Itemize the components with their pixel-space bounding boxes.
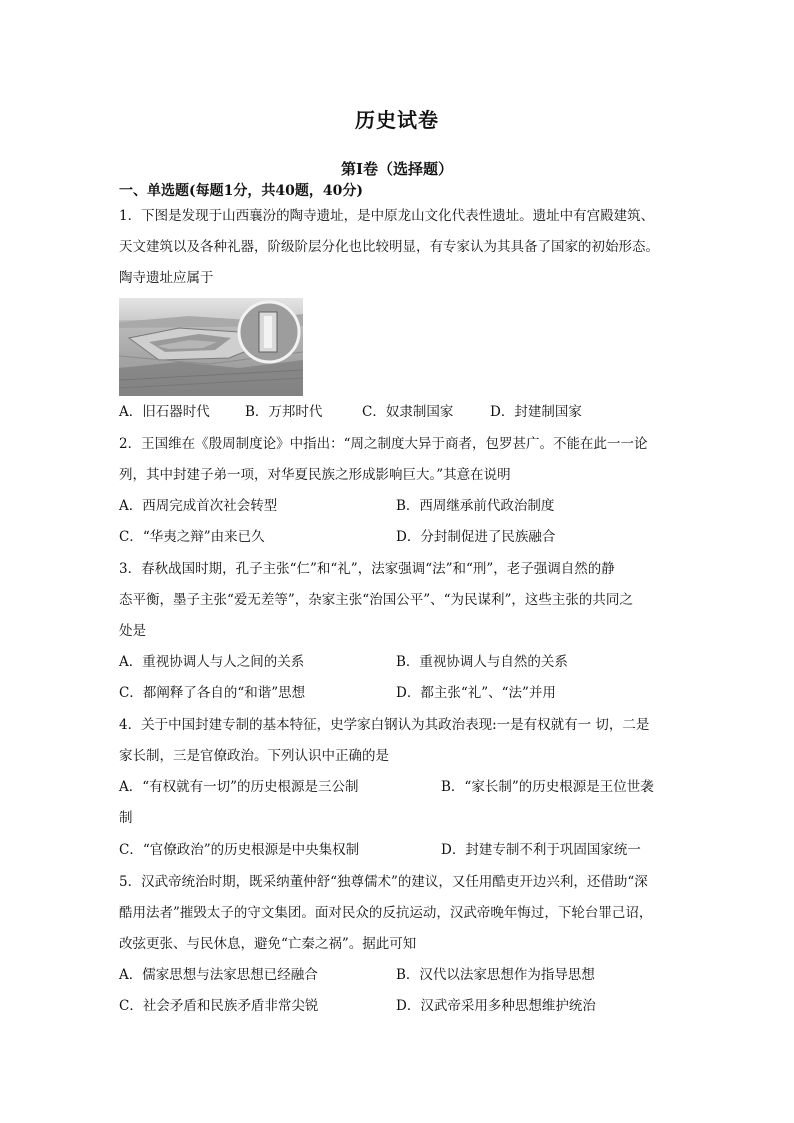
question-5-option-c[interactable]: C．社会矛盾和民族矛盾非常尖锐 [119, 998, 319, 1014]
section-heading: 第I卷（选择题） [340, 160, 454, 178]
question-3-line-3: 处是 [119, 623, 146, 639]
question-3-option-d[interactable]: D．都主张“礼”、“法”并用 [396, 685, 556, 701]
question-2-line-2: 列，其中封建子弟一项，对华夏民族之形成影响巨大。”其意在说明 [119, 467, 511, 483]
question-4-option-d[interactable]: D．封建专制不利于巩固国家统一 [441, 842, 641, 858]
question-3-option-c[interactable]: C．都阐释了各自的“和谐”思想 [119, 685, 306, 701]
question-2-option-c[interactable]: C．“华夷之辩”由来已久 [119, 529, 265, 545]
question-5-option-d[interactable]: D．汉武帝采用多种思想维护统治 [396, 998, 596, 1014]
question-1-option-c[interactable]: C．奴隶制国家 [362, 404, 454, 420]
question-5-line-1: 5．汉武帝统治时期，既采纳董仲舒“独尊儒术”的建议，又任用酷吏开边兴利，还借助“深 [119, 874, 648, 890]
question-2-option-d[interactable]: D．分封制促进了民族融合 [396, 529, 556, 545]
question-4-line-1: 4．关于中国封建专制的基本特征，史学家白钢认为其政治表现:一是有权就有一 切，二是 [119, 717, 650, 733]
question-1-option-d[interactable]: D．封建制国家 [490, 404, 582, 420]
question-4-line-2: 家长制，三是官僚政治。下列认识中正确的是 [119, 748, 389, 764]
question-4-option-a[interactable]: A．“有权就有一切”的历史根源是三公制 [119, 779, 359, 795]
question-2-option-a[interactable]: A．西周完成首次社会转型 [119, 498, 278, 514]
taosi-site-photo [119, 298, 303, 396]
question-4-option-c[interactable]: C．“官僚政治”的历史根源是中央集权制 [119, 842, 360, 858]
excavation-site-image [119, 298, 303, 396]
question-2-line-1: 2．王国维在《殷周制度论》中指出：“周之制度大异于商者，包罗甚广。不能在此一一论 [119, 436, 648, 452]
question-4-option-b-wrap: 制 [119, 810, 133, 826]
question-3-line-2: 态平衡，墨子主张“爱无差等”，杂家主张“治国公平”、“为民谋利”，这些主张的共同之 [119, 592, 633, 608]
question-2-option-b[interactable]: B．西周继承前代政治制度 [396, 498, 555, 514]
page-title: 历史试卷 [355, 108, 439, 132]
question-1-line-2: 天文建筑以及各种礼器，阶级阶层分化也比较明显，有专家认为其具备了国家的初始形态。 [119, 239, 659, 255]
question-5-option-a[interactable]: A．儒家思想与法家思想已经融合 [119, 967, 318, 983]
question-1-line-1: 1．下图是发现于山西襄汾的陶寺遗址，是中原龙山文化代表性遗址。遗址中有宫殿建筑、 [119, 208, 655, 224]
question-3-option-a[interactable]: A．重视协调人与人之间的关系 [119, 654, 305, 670]
question-3-line-1: 3．春秋战国时期，孔子主张“仁”和“礼”，法家强调“法”和“刑”，老子强调自然的静 [119, 561, 615, 577]
question-5-option-b[interactable]: B．汉代以法家思想作为指导思想 [396, 967, 595, 983]
part-heading: 一、单选题(每题1分，共40题，40分) [119, 183, 363, 199]
question-3-option-b[interactable]: B．重视协调人与自然的关系 [396, 654, 568, 670]
question-5-line-3: 改弦更张、与民休息，避免“亡秦之祸”。据此可知 [119, 936, 417, 952]
question-1-line-3: 陶寺遗址应属于 [119, 270, 214, 286]
question-5-line-2: 酷用法者”摧毁太子的守文集团。面对民众的反抗运动，汉武帝晚年悔过，下轮台罪己诏， [119, 905, 653, 921]
question-1-option-b[interactable]: B．万邦时代 [245, 404, 323, 420]
question-4-option-b[interactable]: B．“家长制”的历史根源是王位世袭 [441, 779, 654, 795]
question-1-option-a[interactable]: A．旧石器时代 [119, 404, 210, 420]
